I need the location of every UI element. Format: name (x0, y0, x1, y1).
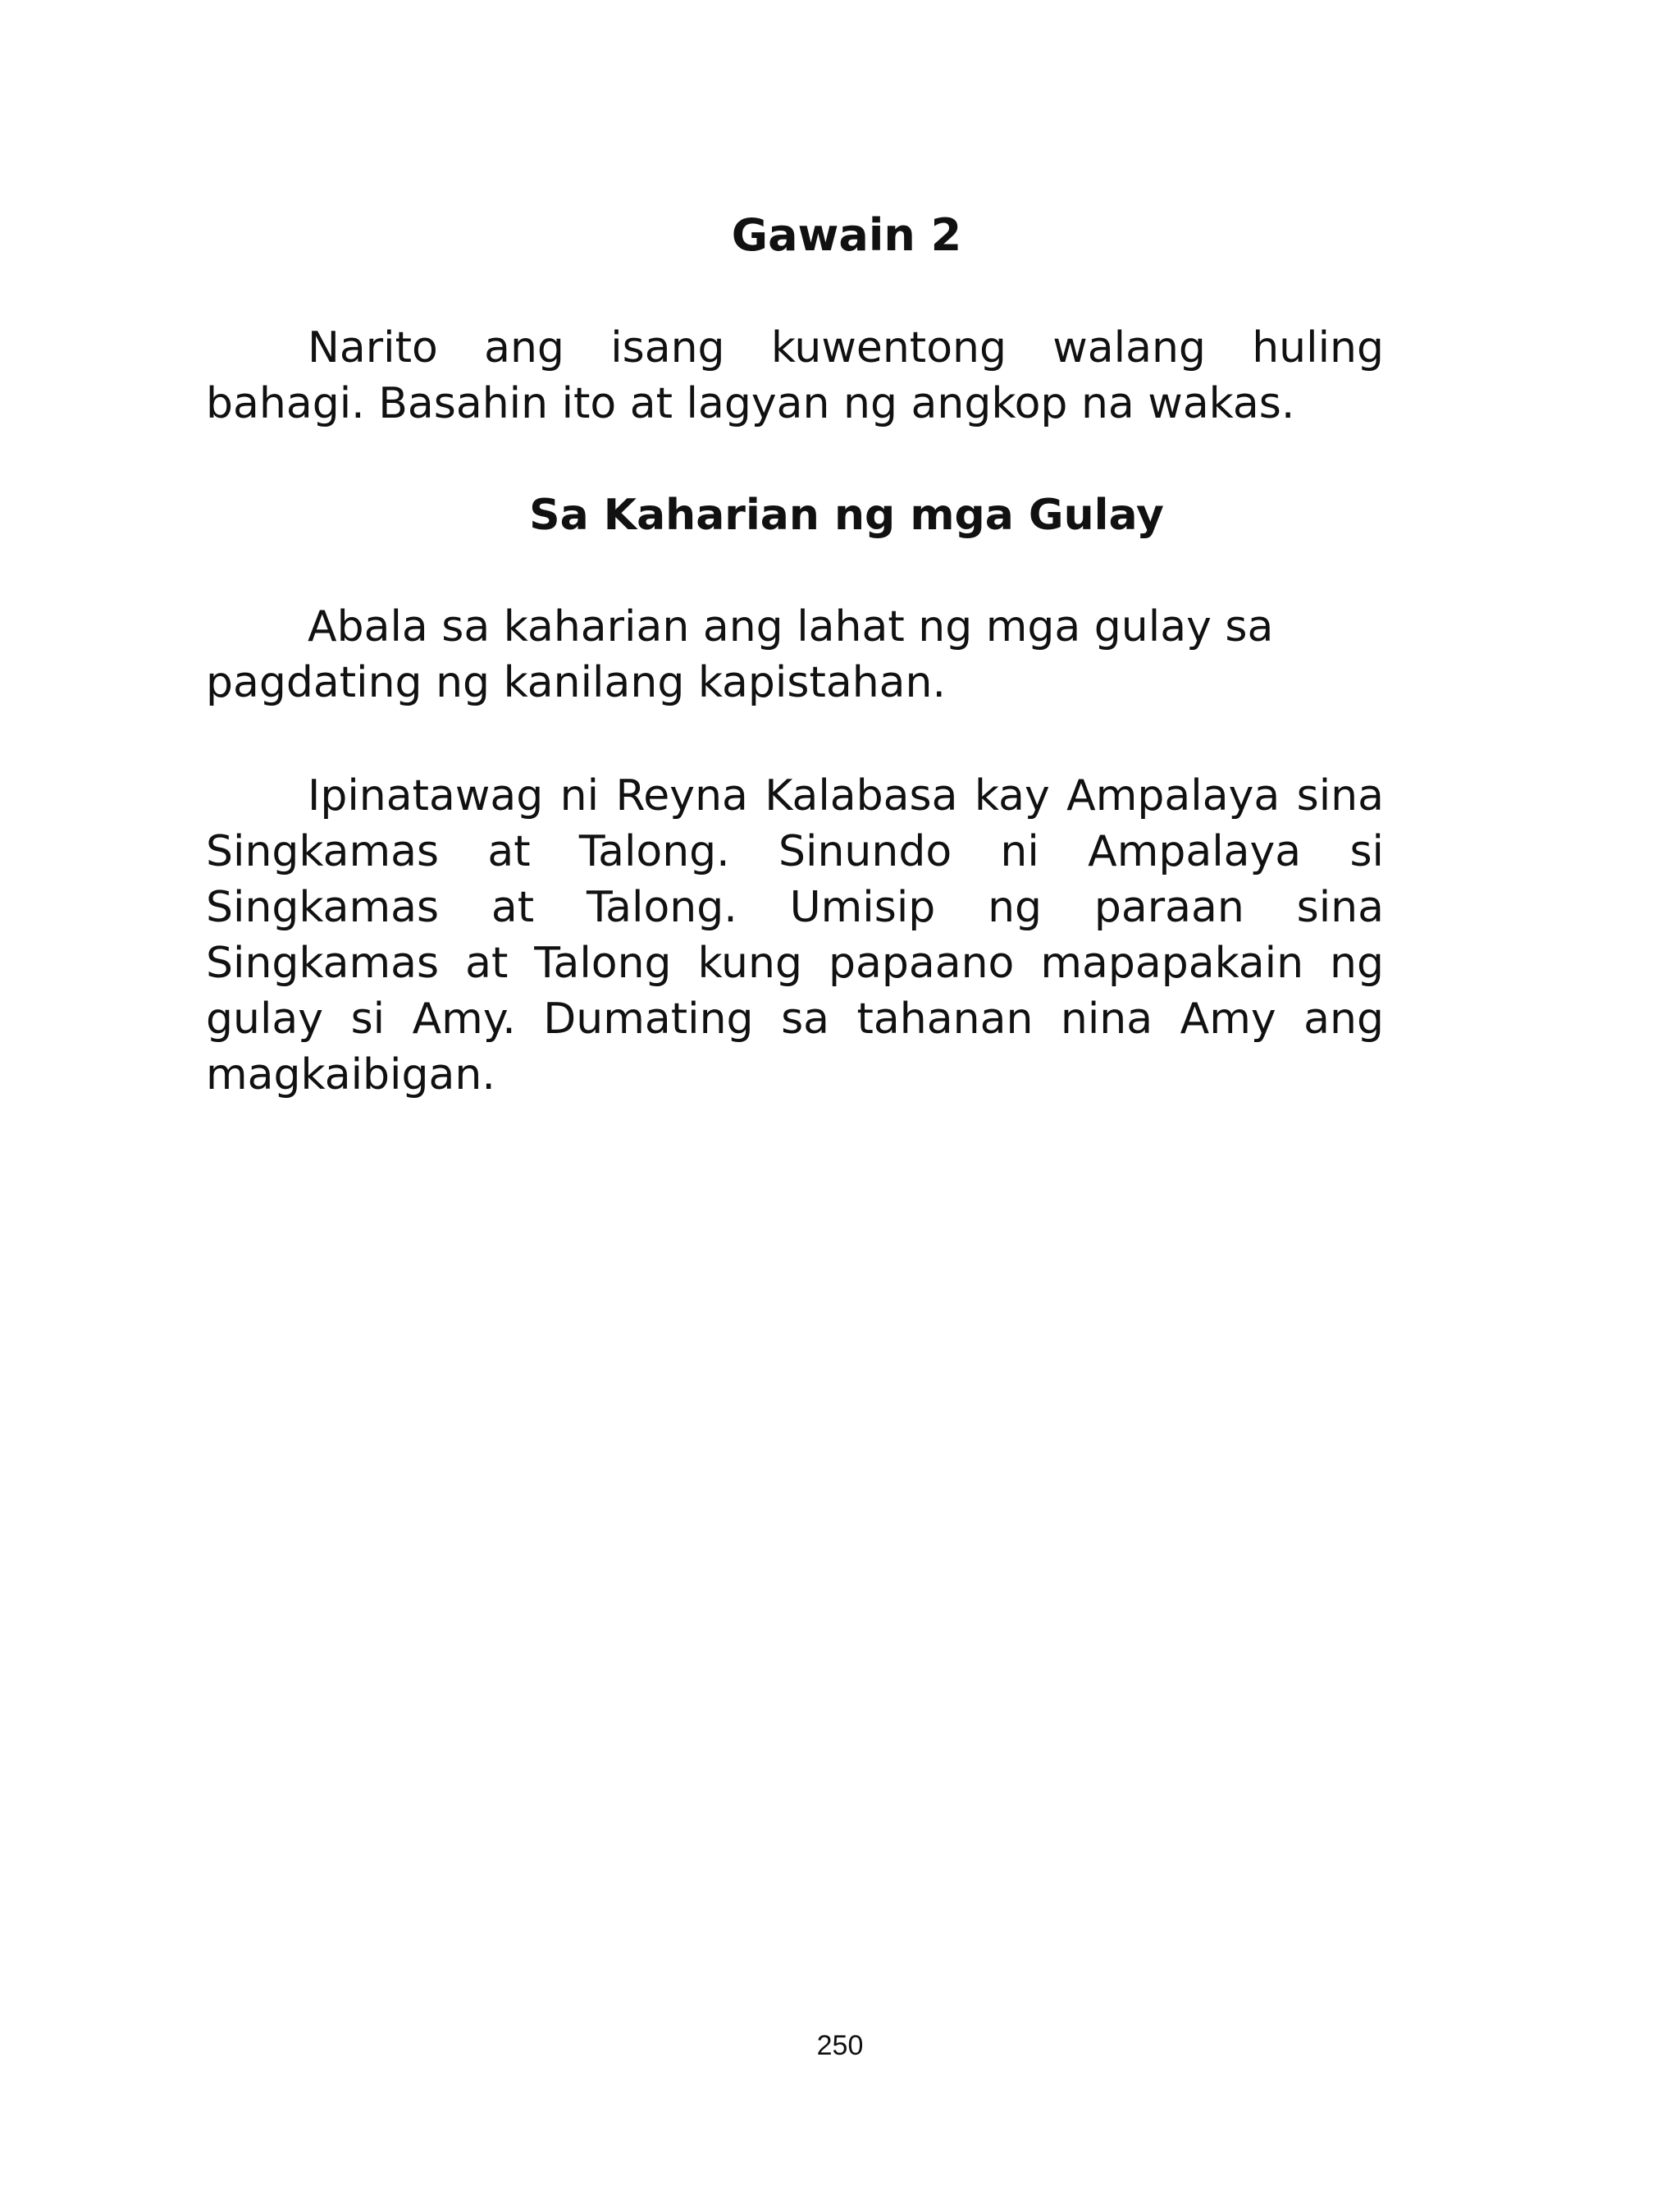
instructions-paragraph: Narito ang isang kuwentong walang huling bahagi. Basahin ito at lagyan ng angkop na wakas. (206, 323, 1384, 428)
page-number: 250 (816, 2030, 864, 2061)
activity-title: Gawain 2 (731, 209, 962, 261)
story-title: Sa Kaharian ng mga Gulay (529, 491, 1164, 540)
story-paragraph: Abala sa kaharian ang lahat ng mga gulay sa pagdating ng kanilang kapistahan. (206, 602, 1274, 707)
story-paragraph: Ipinatawag ni Reyna Kalabasa kay Ampalaya sina Singkamas at Talong. Sinundo ni Ampalaya si Singkamas at Talong. Umisip ng paraan sina Singkamas at Talong kung papaano mapapakain ng gulay si Amy. Dumating sa tahanan nina Amy ang magkaibigan. (206, 771, 1384, 1100)
